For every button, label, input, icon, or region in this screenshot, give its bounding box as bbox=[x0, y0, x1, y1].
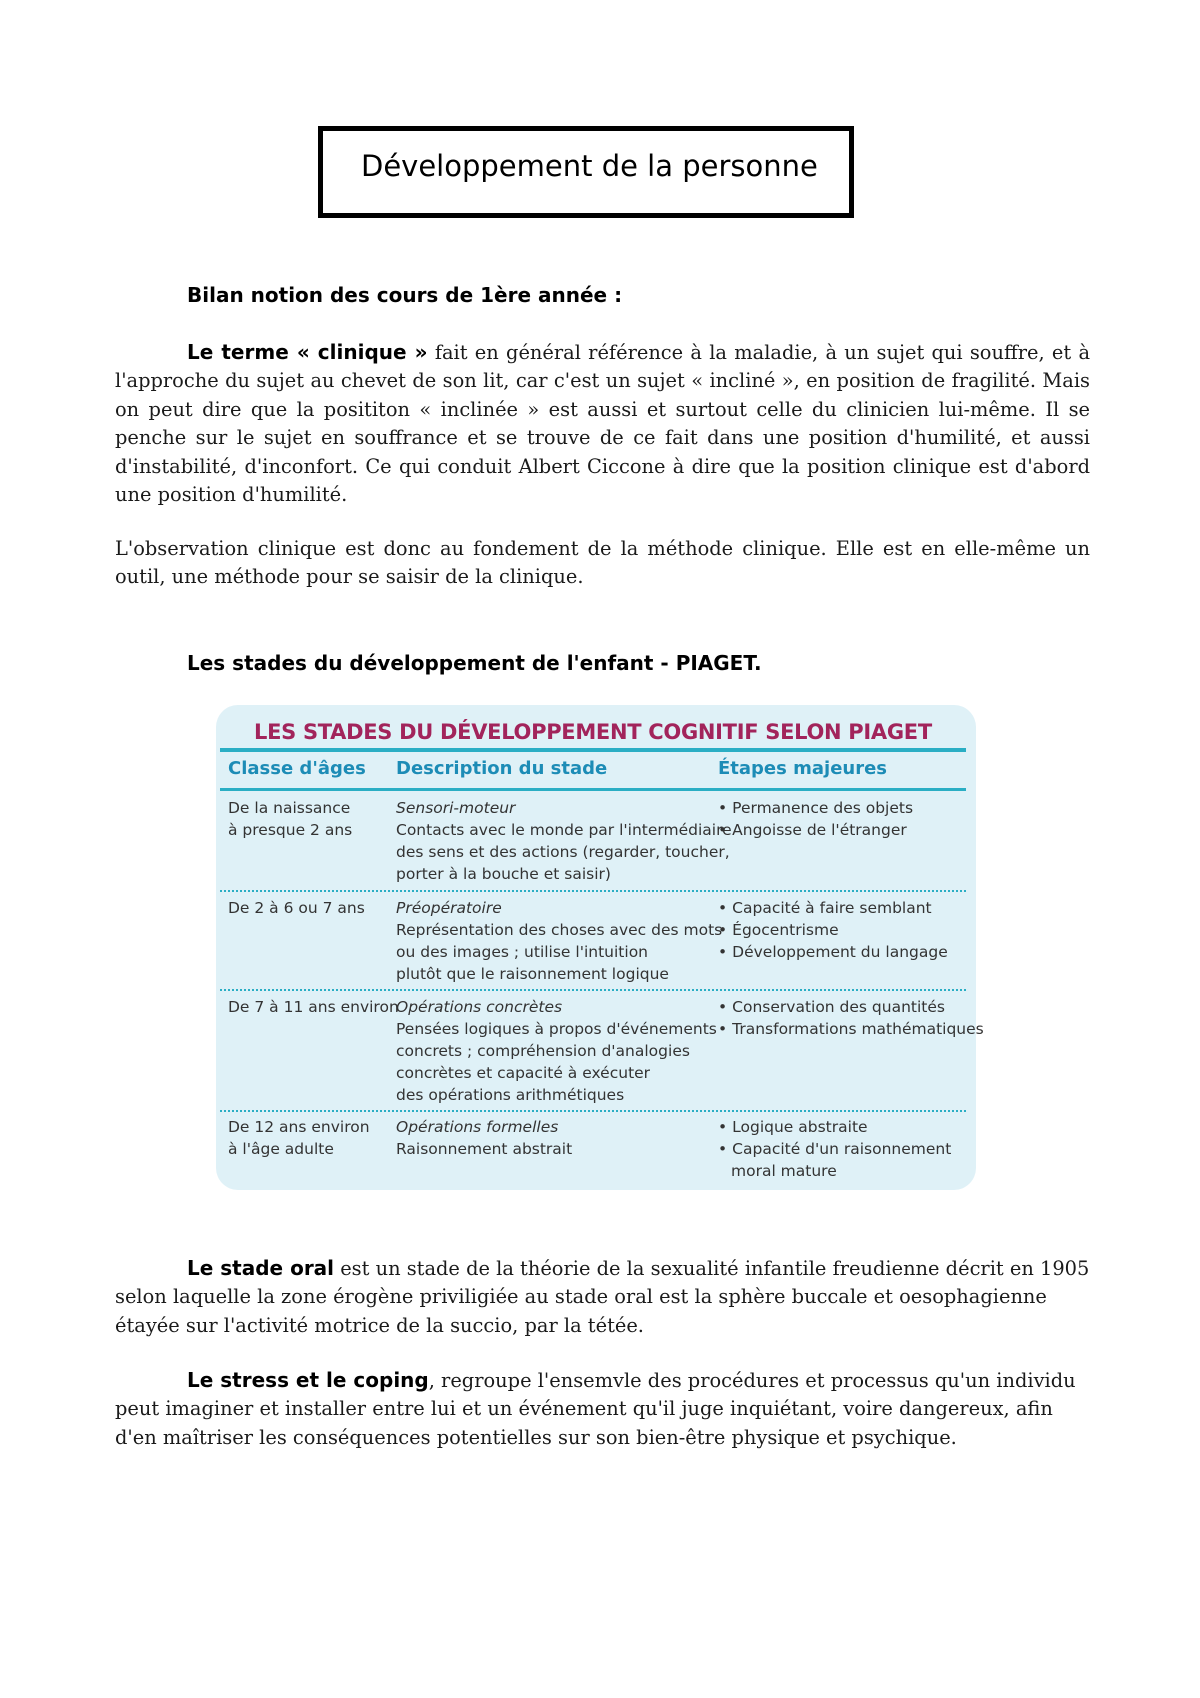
step-item: • Permanence des objets bbox=[718, 797, 913, 819]
age-line: De la naissance bbox=[228, 799, 351, 817]
table-title: LES STADES DU DÉVELOPPEMENT COGNITIF SELON PIAGET bbox=[254, 720, 932, 744]
desc-line: concrets ; compréhension d'analogies bbox=[396, 1042, 690, 1060]
document-title: Développement de la personne bbox=[361, 149, 818, 183]
column-header-age: Classe d'âges bbox=[228, 758, 366, 779]
table-top-rule bbox=[220, 748, 966, 752]
step-item: • Transformations mathématiques bbox=[718, 1018, 984, 1040]
desc-line: Représentation des choses avec des mots bbox=[396, 921, 723, 939]
table-row-1-description bbox=[396, 797, 732, 885]
stage-name: Préopératoire bbox=[396, 899, 502, 917]
paragraph-clinique-text: fait en général référence à la maladie, à un sujet qui souffre, et à l'approche du sujet au chevet de son lit, car c'est un sujet « incliné », en position de fragilité. Mais on peut dire que la posititon « inclinée » est aussi et surtout celle du clinicien lui-même. Il se penche sur le sujet en souffrance et se trouve de ce fait dans une position d'humilité, et aussi d'instabilité, d'inconfort. Ce qui conduit Albert Ciccone à dire que la position clinique est d'abord une position d'humilité. bbox=[115, 341, 1091, 507]
desc-line: des sens et des actions (regarder, toucher, bbox=[396, 843, 730, 861]
step-item: • Égocentrisme bbox=[718, 919, 948, 941]
paragraph-stress-coping bbox=[115, 1366, 1090, 1452]
age-line: à presque 2 ans bbox=[228, 821, 353, 839]
term-stress-coping: Le stress et le coping bbox=[187, 1368, 429, 1392]
paragraph-stade-oral bbox=[115, 1254, 1090, 1340]
term-clinique: Le terme « clinique » bbox=[187, 340, 428, 364]
term-stade-oral: Le stade oral bbox=[187, 1256, 335, 1280]
stage-name: Opérations formelles bbox=[396, 1118, 559, 1136]
table-row-3-description bbox=[396, 996, 717, 1106]
age-line: De 7 à 11 ans environ bbox=[228, 998, 399, 1016]
table-row-4-description bbox=[396, 1116, 572, 1160]
step-item-continuation: moral mature bbox=[731, 1162, 837, 1180]
table-row-2-age bbox=[228, 897, 365, 919]
age-line: De 12 ans environ bbox=[228, 1118, 370, 1136]
age-line: De 2 à 6 ou 7 ans bbox=[228, 899, 365, 917]
paragraph-observation: L'observation clinique est donc au fondement de la méthode clinique. Elle est en elle-même un outil, une méthode pour se saisir de la clinique. bbox=[115, 537, 1090, 589]
heading-piaget: Les stades du développement de l'enfant - PIAGET. bbox=[187, 651, 762, 675]
desc-line: plutôt que le raisonnement logique bbox=[396, 965, 669, 983]
paragraph-stade-oral-text: est un stade de la théorie de la sexualité infantile freudienne décrit en 1905 selon laquelle la zone érogène priviligiée au stade oral est la sphère buccale et oesophagienne étayée sur l'activité motrice de la succio, par la tétée. bbox=[115, 1257, 1090, 1337]
stage-name: Opérations concrètes bbox=[396, 998, 563, 1016]
desc-line: concrètes et capacité à exécuter bbox=[396, 1064, 651, 1082]
table-row-2-description bbox=[396, 897, 722, 985]
desc-line: Raisonnement abstrait bbox=[396, 1140, 573, 1158]
row-separator bbox=[220, 989, 966, 991]
paragraph-clinique bbox=[115, 338, 1090, 509]
title-box bbox=[318, 126, 854, 218]
table-header-rule bbox=[220, 788, 966, 791]
row-separator bbox=[220, 890, 966, 892]
stage-name: Sensori-moteur bbox=[396, 799, 516, 817]
age-line: à l'âge adulte bbox=[228, 1140, 334, 1158]
table-row-3-steps bbox=[718, 996, 984, 1040]
step-item: • Angoisse de l'étranger bbox=[718, 819, 913, 841]
desc-line: porter à la bouche et saisir) bbox=[396, 865, 611, 883]
heading-bilan: Bilan notion des cours de 1ère année : bbox=[187, 283, 623, 307]
column-header-steps: Étapes majeures bbox=[718, 758, 888, 779]
desc-line: des opérations arithmétiques bbox=[396, 1086, 625, 1104]
piaget-stages-table bbox=[216, 705, 984, 1190]
table-row-1-age bbox=[228, 797, 352, 841]
step-item: • Capacité d'un raisonnement bbox=[718, 1138, 951, 1160]
column-header-description: Description du stade bbox=[396, 758, 608, 779]
table-row-1-steps bbox=[718, 797, 913, 841]
step-item: • Développement du langage bbox=[718, 941, 948, 963]
step-item: • Logique abstraite bbox=[718, 1116, 951, 1138]
table-row-3-age bbox=[228, 996, 399, 1018]
table-row-4-age bbox=[228, 1116, 370, 1160]
table-row-4-steps bbox=[718, 1116, 951, 1182]
step-item: • Capacité à faire semblant bbox=[718, 897, 948, 919]
paragraph-stress-coping-text: , regroupe l'ensemvle des procédures et processus qu'un individu peut imaginer et installer entre lui et un événement qu'il juge inquiétant, voire dangereux, afin d'en maîtriser les conséquences potentielles sur son bien-être physique et psychique. bbox=[115, 1369, 1076, 1449]
step-item: • Conservation des quantités bbox=[718, 996, 984, 1018]
desc-line: ou des images ; utilise l'intuition bbox=[396, 943, 648, 961]
desc-line: Pensées logiques à propos d'événements bbox=[396, 1020, 717, 1038]
row-separator bbox=[220, 1110, 966, 1112]
desc-line: Contacts avec le monde par l'intermédiaire bbox=[396, 821, 732, 839]
table-row-2-steps bbox=[718, 897, 948, 963]
